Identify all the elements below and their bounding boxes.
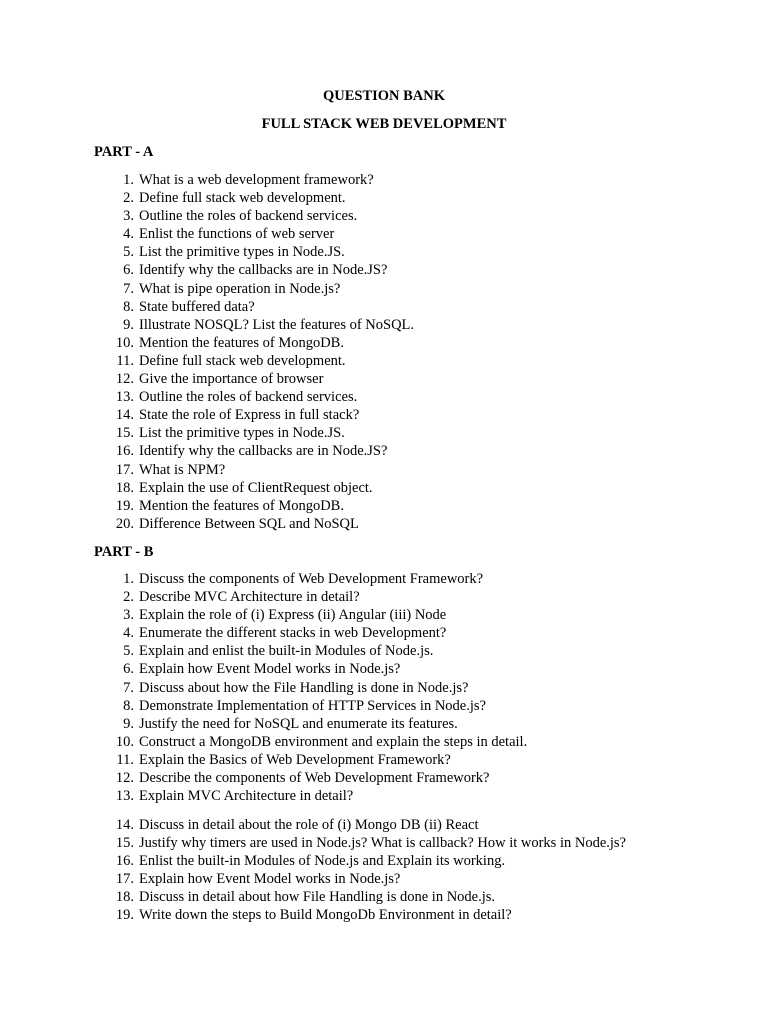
question-text: Construct a MongoDB environment and explain the steps in detail.	[139, 733, 528, 750]
question-text: Define full stack web development.	[139, 352, 346, 369]
question-text: Enumerate the different stacks in web Development?	[139, 625, 447, 642]
question-number: 6.	[123, 262, 134, 279]
question-text: What is NPM?	[139, 461, 226, 478]
question-text: List the primitive types in Node.JS.	[139, 425, 345, 442]
question-number: 15.	[115, 835, 134, 852]
question-number: 12.	[115, 770, 134, 787]
question-text: What is pipe operation in Node.js?	[139, 280, 341, 297]
question-text: Outline the roles of backend services.	[139, 389, 358, 406]
question-text: Explain how Event Model works in Node.js?	[139, 661, 401, 678]
question-text: Enlist the functions of web server	[139, 226, 335, 243]
question-number: 13.	[115, 389, 134, 406]
question-number: 4.	[123, 625, 134, 642]
question-number: 20.	[115, 515, 134, 532]
question-text: Difference Between SQL and NoSQL	[139, 515, 359, 532]
question-number: 14.	[115, 817, 134, 833]
question-text: Discuss in detail about how File Handling is done in Node.js.	[139, 889, 496, 906]
question-number: 17.	[115, 461, 134, 478]
question-number: 17.	[115, 871, 134, 888]
question-text: Write down the steps to Build MongoDb Environment in detail?	[139, 907, 512, 924]
question-text: Discuss in detail about the role of (i) Mongo DB (ii) React	[139, 817, 479, 833]
question-number: 11.	[116, 352, 134, 369]
part-a-heading: PART - A	[94, 144, 154, 160]
question-text: List the primitive types in Node.JS.	[139, 244, 345, 261]
question-text: Outline the roles of backend services.	[139, 208, 358, 225]
question-number: 11.	[116, 751, 134, 768]
question-number: 1.	[123, 571, 134, 587]
question-text: Illustrate NOSQL? List the features of NoSQL.	[139, 316, 415, 333]
question-text: Describe MVC Architecture in detail?	[139, 589, 360, 606]
question-text: What is a web development framework?	[139, 172, 374, 188]
question-number: 13.	[115, 788, 134, 805]
question-number: 7.	[123, 280, 134, 297]
question-text: Mention the features of MongoDB.	[139, 334, 344, 351]
part-b-heading: PART - B	[94, 544, 154, 560]
question-number: 7.	[123, 679, 134, 696]
question-text: Explain the use of ClientRequest object.	[139, 479, 373, 496]
question-text: Describe the components of Web Development Framework?	[139, 770, 490, 787]
question-text: Identify why the callbacks are in Node.JS?	[139, 262, 388, 279]
question-number: 2.	[123, 190, 134, 207]
question-number: 1.	[123, 172, 134, 188]
question-text: Justify the need for NoSQL and enumerate its features.	[139, 715, 458, 732]
question-number: 18.	[115, 479, 134, 496]
question-number: 18.	[115, 889, 134, 906]
question-number: 6.	[123, 661, 134, 678]
question-text: Identify why the callbacks are in Node.JS?	[139, 443, 388, 460]
question-text: Give the importance of browser	[139, 371, 324, 388]
question-number: 3.	[123, 607, 134, 624]
question-number: 4.	[123, 226, 134, 243]
question-text: Explain the role of (i) Express (ii) Angular (iii) Node	[139, 607, 447, 624]
question-number: 5.	[123, 244, 134, 261]
question-number: 14.	[115, 407, 134, 424]
question-text: Mention the features of MongoDB.	[139, 497, 344, 514]
question-number: 10.	[115, 334, 134, 351]
document-title: QUESTION BANK	[322, 88, 446, 104]
question-text: State the role of Express in full stack?	[139, 407, 360, 424]
question-text: Explain and enlist the built-in Modules of Node.js.	[139, 643, 434, 660]
question-text: Explain the Basics of Web Development Framework?	[139, 751, 451, 768]
question-number: 15.	[115, 425, 134, 442]
question-number: 19.	[115, 907, 134, 924]
question-number: 10.	[115, 733, 134, 750]
question-number: 9.	[123, 316, 134, 333]
question-text: Explain MVC Architecture in detail?	[139, 788, 354, 805]
question-text: State buffered data?	[139, 298, 255, 315]
question-number: 2.	[123, 589, 134, 606]
question-number: 19.	[115, 497, 134, 514]
question-text: Enlist the built-in Modules of Node.js and Explain its working.	[139, 853, 506, 870]
question-text: Justify why timers are used in Node.js? What is callback? How it works in Node.js?	[139, 835, 626, 852]
question-number: 8.	[123, 298, 134, 315]
question-number: 5.	[123, 643, 134, 660]
question-text: Discuss about how the File Handling is done in Node.js?	[139, 679, 469, 696]
question-text: Define full stack web development.	[139, 190, 346, 207]
question-number: 16.	[115, 853, 134, 870]
question-number: 8.	[123, 697, 134, 714]
question-number: 3.	[123, 208, 134, 225]
question-text: Explain how Event Model works in Node.js?	[139, 871, 401, 888]
question-number: 9.	[123, 715, 134, 732]
question-text: Demonstrate Implementation of HTTP Services in Node.js?	[139, 697, 486, 714]
question-text: Discuss the components of Web Development Framework?	[139, 571, 484, 587]
question-number: 12.	[115, 371, 134, 388]
document-subtitle: FULL STACK WEB DEVELOPMENT	[261, 116, 507, 132]
question-number: 16.	[115, 443, 134, 460]
